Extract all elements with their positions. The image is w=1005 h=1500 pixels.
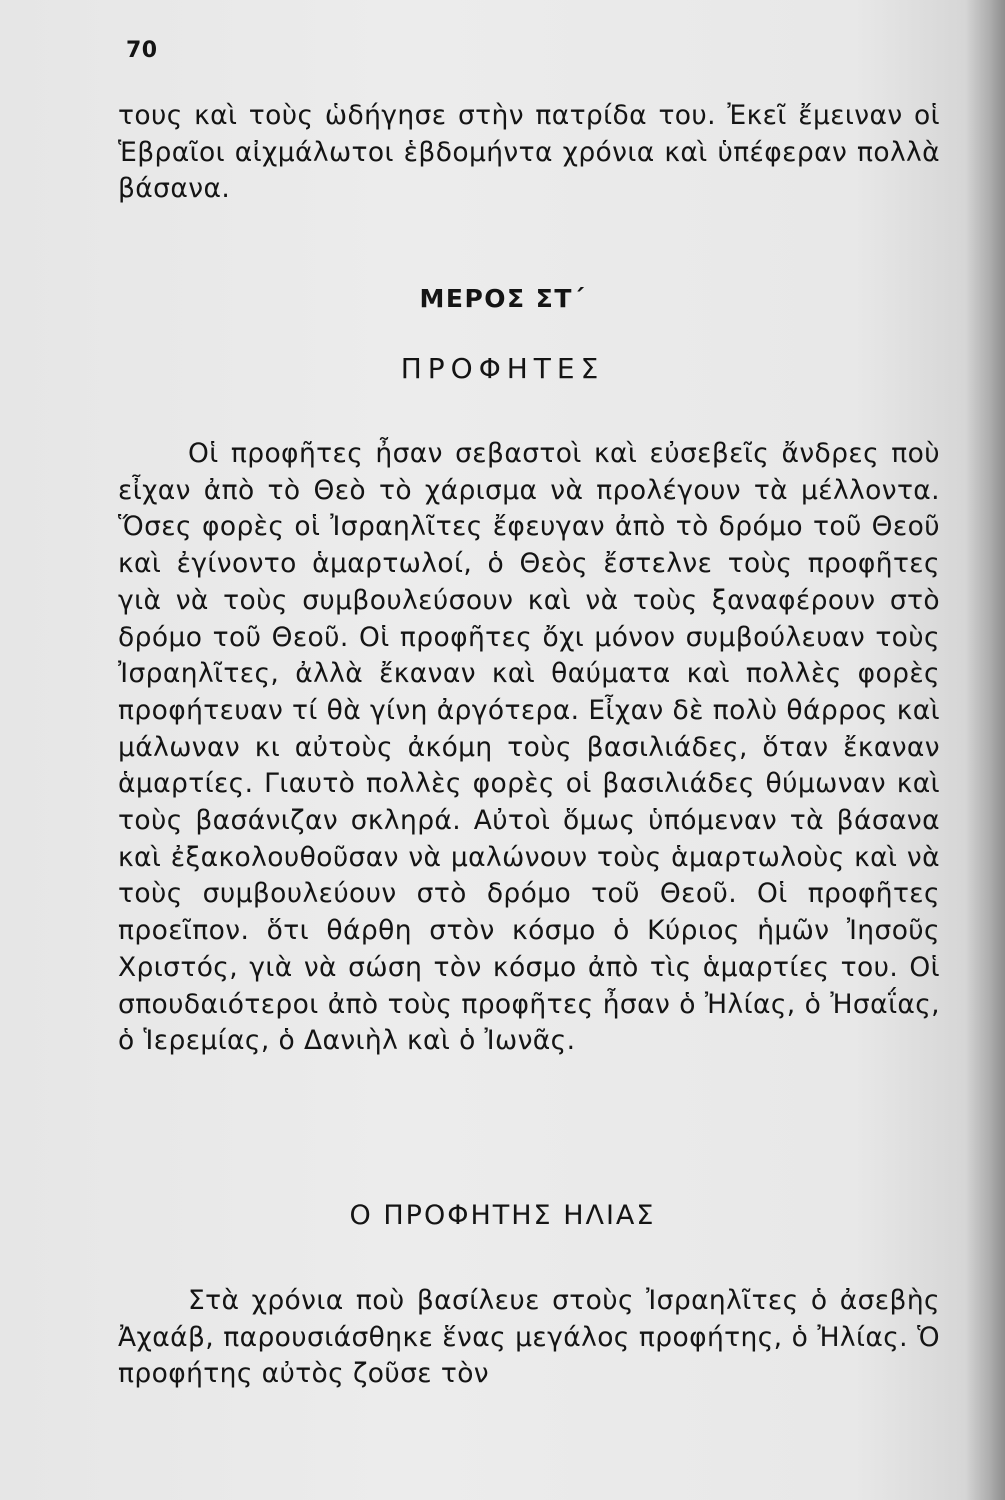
prophets-paragraph: Οἱ προφῆτες ἦσαν σεβαστοὶ καὶ εὐσεβεῖς ἄνδρες ποὺ εἶχαν ἀπὸ τὸ Θεὸ τὸ χάρισμα νὰ προλέγουν τὰ μέλλοντα. Ὅσες φορὲς οἱ Ἰσραηλῖτες ἔφευγαν ἀπὸ τὸ δρόμο τοῦ Θεοῦ καὶ ἐγίνοντο ἁμαρτωλοί, ὁ Θεὸς ἔστελνε τοὺς προφῆτες γιὰ νὰ τοὺς συμβουλεύσουν καὶ νὰ τοὺς ξαναφέρουν στὸ δρόμο τοῦ Θεοῦ. Οἱ προφῆτες ὄχι μόνον συμβούλευαν τοὺς Ἰσραηλῖτες, ἀλλὰ ἔκαναν καὶ θαύματα καὶ πολλὲς φορὲς προφήτευαν τί θὰ γίνη ἀργότερα. Εἶχαν δὲ πολὺ θάρρος καὶ μάλωναν κι αὐτοὺς ἀκόμη τοὺς βασιλιάδες, ὅταν ἔκαναν ἁμαρτίες. Γιαυτὸ πολλὲς φορὲς οἱ βασιλιάδες θύμωναν καὶ τοὺς βασάνιζαν σκληρά. Αὐτοὶ ὅμως ὑπόμεναν τὰ βάσανα καὶ ἐξακολουθοῦσαν νὰ μαλώνουν τοὺς ἁμαρτωλοὺς καὶ νὰ τοὺς συμβουλεύουν στὸ δρόμο τοῦ Θεοῦ. Οἱ προφῆτες προεῖπον. ὅτι θάρθη στὸν κόσμο ὁ Κύριος ἡμῶν Ἰησοῦς Χριστός, γιὰ νὰ σώση τὸν κόσμο ἀπὸ τὶς ἁμαρτίες του. Οἱ σπουδαιότεροι ἀπὸ τοὺς προφῆτες ἦσαν ὁ Ἠλίας, ὁ Ἠσαΐας, ὁ Ἱερεμίας, ὁ Δανιὴλ καὶ ὁ Ἰωνᾶς.: [118, 438, 940, 1057]
section-heading: Ο ΠΡΟΦΗΤΗΣ ΗΛΙΑΣ: [349, 1200, 656, 1231]
page-number: 70: [126, 38, 158, 63]
intro-paragraph: τους καὶ τοὺς ὡδήγησε στὴν πατρίδα του. Ἐκεῖ ἔμειναν οἱ Ἑβραῖοι αἰχμάλωτοι ἑβδομήντα χρόνια καὶ ὑπέφεραν πολλὰ βάσανα.: [118, 100, 940, 205]
part-heading: ΜΕΡΟΣ ΣΤ΄: [419, 284, 586, 313]
page-gutter-shadow: [965, 0, 1005, 1500]
chapter-heading: ΠΡΟΦΗΤΕΣ: [400, 352, 605, 385]
elijah-paragraph: Στὰ χρόνια ποὺ βασίλευε στοὺς Ἰσραηλῖτες ὁ ἀσεβὴς Ἀχαάβ, παρουσιάσθηκε ἕνας μεγάλος προφήτης, ὁ Ἠλίας. Ὁ προφήτης αὐτὸς ζοῦσε τὸν: [118, 1285, 940, 1390]
